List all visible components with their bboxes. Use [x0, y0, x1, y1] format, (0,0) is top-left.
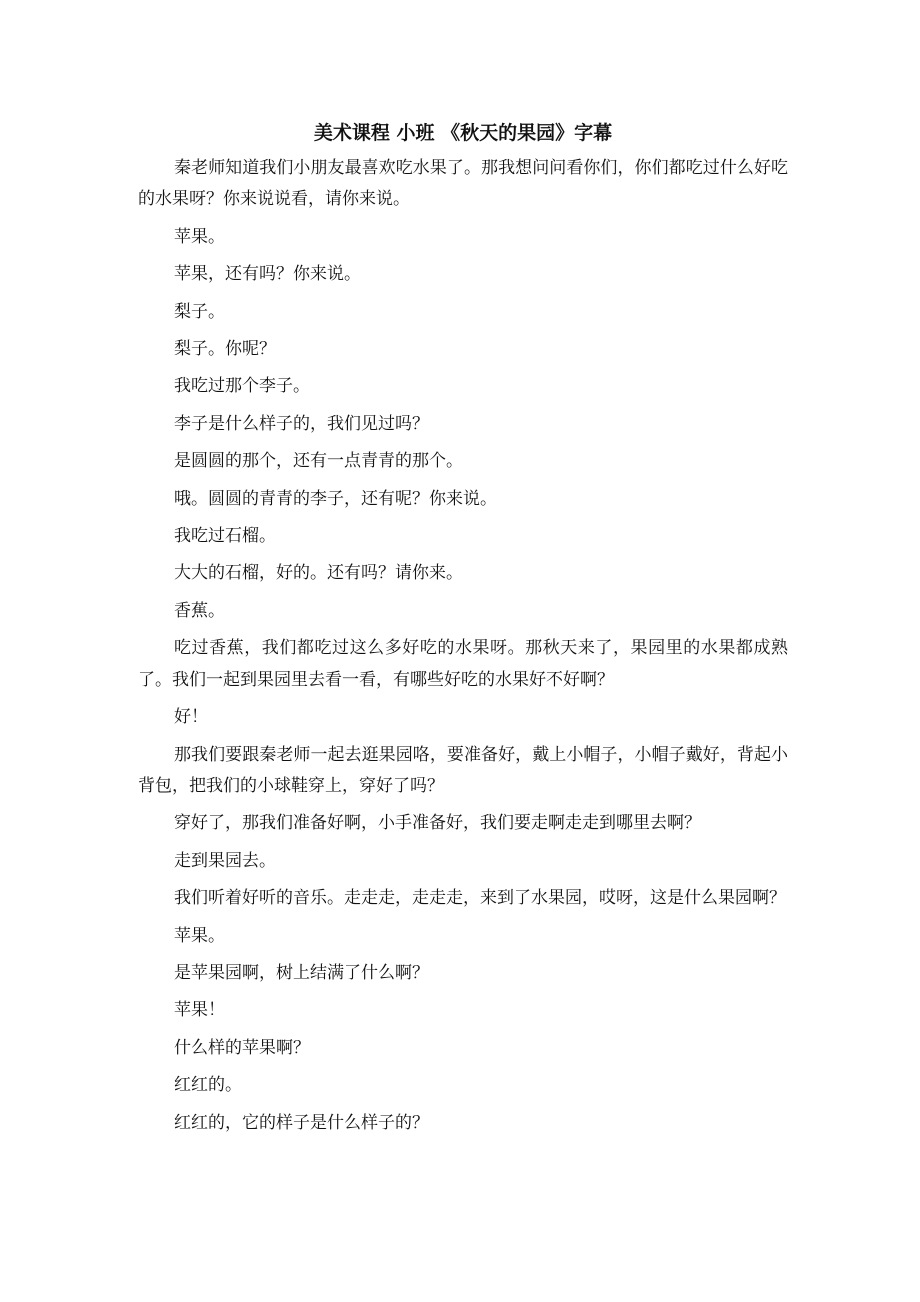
transcript-paragraph: 我吃过那个李子。 [174, 376, 310, 397]
transcript-paragraph: 吃过香蕉，我们都吃过这么多好吃的水果呀。那秋天来了，果园里的水果都成熟了。我们一起到果园里去看一看，有哪些好吃的水果好不好啊？ [138, 638, 788, 690]
transcript-paragraph: 那我们要跟秦老师一起去逛果园咯，要准备好，戴上小帽子，小帽子戴好，背起小背包，把我们的小球鞋穿上，穿好了吗？ [138, 744, 788, 796]
transcript-paragraph: 香蕉。 [174, 600, 225, 621]
transcript-paragraph: 我吃过石榴。 [174, 526, 276, 547]
transcript-paragraph: 梨子。你呢？ [174, 339, 276, 360]
transcript-paragraph: 苹果。 [174, 925, 225, 946]
transcript-paragraph: 红红的，它的样子是什么样子的？ [174, 1112, 429, 1133]
transcript-paragraph: 苹果。 [174, 226, 225, 247]
transcript-paragraph: 李子是什么样子的，我们见过吗？ [174, 413, 429, 434]
transcript-paragraph: 走到果园去。 [174, 850, 276, 871]
transcript-paragraph: 什么样的苹果啊？ [174, 1037, 310, 1058]
transcript-paragraph: 是圆圆的那个，还有一点青青的那个。 [174, 451, 463, 472]
transcript-paragraph: 苹果！ [174, 1000, 225, 1021]
transcript-paragraph: 红红的。 [174, 1075, 242, 1096]
transcript-paragraph: 大大的石榴，好的。还有吗？请你来。 [174, 563, 463, 584]
transcript-paragraph: 秦老师知道我们小朋友最喜欢吃水果了。那我想问问看你们，你们都吃过什么好吃的水果呀？你来说说看，请你来说。 [138, 158, 788, 210]
transcript-paragraph: 苹果，还有吗？你来说。 [174, 264, 361, 285]
transcript-paragraph: 梨子。 [174, 301, 225, 322]
transcript-paragraph: 好！ [174, 707, 208, 728]
transcript-paragraph: 我们听着好听的音乐。走走走，走走走，来到了水果园，哎呀，这是什么果园啊？ [174, 888, 786, 909]
document-title: 美术课程 小班 《秋天的果园》字幕 [313, 122, 613, 144]
transcript-body [138, 153, 788, 1139]
transcript-paragraph: 是苹果园啊，树上结满了什么啊？ [174, 962, 429, 983]
transcript-paragraph: 穿好了，那我们准备好啊，小手准备好，我们要走啊走走到哪里去啊？ [174, 813, 701, 834]
transcript-paragraph: 哦。圆圆的青青的李子，还有呢？你来说。 [174, 488, 497, 509]
